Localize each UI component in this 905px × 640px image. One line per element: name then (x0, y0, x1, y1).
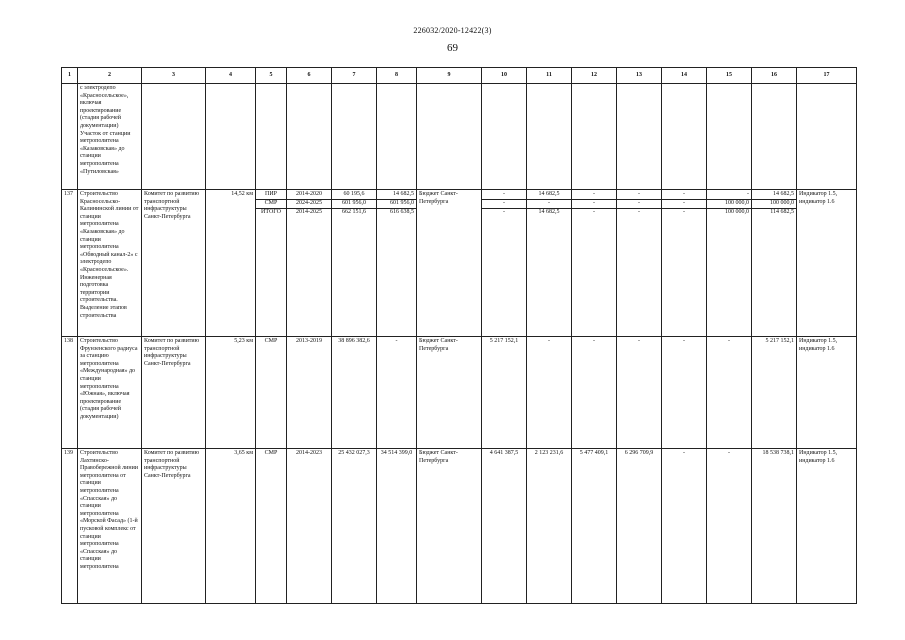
column-header: 17 (797, 68, 857, 84)
amount-2024: - (662, 191, 706, 200)
amount-2024: - (662, 449, 707, 604)
amount-total: 114 682,5 (770, 209, 794, 216)
column-header: 15 (707, 68, 752, 84)
column-header: 8 (377, 68, 417, 84)
amount-total: 14 682,5 (752, 191, 796, 200)
length: 14,52 км (206, 190, 256, 337)
amount-total: 100 000,0 (752, 200, 796, 209)
column-number-row (62, 68, 857, 84)
work-type: ПИР (256, 191, 286, 200)
remaining-cost: 34 514 399,0 (377, 449, 417, 604)
indicator: Индикатор 1.5, индикатор 1.6 (797, 190, 857, 337)
column-header: 9 (417, 68, 482, 84)
cost: 38 896 382,6 (332, 337, 377, 449)
amount-2020: - (503, 209, 505, 216)
amount-2020: 5 217 152,1 (482, 337, 527, 449)
column-header: 4 (206, 68, 256, 84)
work-type: СМР (256, 449, 287, 604)
page-number: 69 (447, 42, 458, 54)
amount-2021: - (527, 337, 572, 449)
column-header: 10 (482, 68, 527, 84)
length: 3,65 км (206, 449, 256, 604)
amount-2022: - (572, 191, 616, 200)
cost: 662 151,6 (342, 209, 366, 216)
amount-2022: - (572, 337, 617, 449)
column-header: 13 (617, 68, 662, 84)
remaining-cost: 601 956,0 (377, 200, 416, 209)
period: 2013-2019 (287, 337, 332, 449)
executor: Комитет по развитию транспортной инфраструктуры Санкт-Петербурга (142, 190, 206, 337)
amount-2025: 100 000,0 (725, 209, 749, 216)
cost: 25 432 027,3 (332, 449, 377, 604)
period: 2024-2025 (287, 200, 331, 209)
project-name: с электродепо «Красносельское», включая проектирование (стадия рабочей документации) Участок от станции метрополитена «Казаковская» до станции метрополитена «Путиловская» (78, 84, 142, 190)
row-number: 138 (62, 337, 78, 449)
column-header: 3 (142, 68, 206, 84)
amount-2020: 4 641 387,5 (482, 449, 527, 604)
column-header: 5 (256, 68, 287, 84)
column-header: 14 (662, 68, 707, 84)
table-row (62, 449, 857, 604)
period: 2014-2020 (287, 191, 331, 200)
amount-2020: - (482, 200, 526, 209)
table-row (62, 337, 857, 449)
program-table (61, 67, 857, 604)
period: 2014-2025 (296, 209, 322, 216)
amount-2025: - (707, 191, 751, 200)
amount-2023: - (638, 209, 640, 216)
funding-source: Бюджет Санкт-Петербурга (417, 337, 482, 449)
amount-2024: - (662, 200, 706, 209)
indicator: Индикатор 1.5, индикатор 1.6 (797, 337, 857, 449)
executor: Комитет по развитию транспортной инфраструктуры Санкт-Петербурга (142, 337, 206, 449)
amount-2025: - (707, 337, 752, 449)
cost: 601 956,0 (332, 200, 376, 209)
column-header: 6 (287, 68, 332, 84)
column-header: 7 (332, 68, 377, 84)
column-header: 12 (572, 68, 617, 84)
remaining-cost: 616 638,5 (390, 209, 414, 216)
amount-2021: 2 123 231,6 (527, 449, 572, 604)
amount-total: 18 538 738,1 (752, 449, 797, 604)
project-name: Строительство Красносельско-Калининской линии от станции метрополитена «Казаковская» до станции метрополитена «Обводный канал-2» с электродепо «Красносельское». Инженерная подготовка территории строительства. Выделение этапов строительства (78, 190, 142, 337)
amount-2024: - (662, 337, 707, 449)
amount-2021: 14 682,5 (538, 209, 560, 216)
column-header: 2 (78, 68, 142, 84)
amount-2022: - (572, 200, 616, 209)
amount-2021: 14 682,5 (527, 191, 571, 200)
amount-2024: - (683, 209, 685, 216)
amount-total: 5 217 152,1 (752, 337, 797, 449)
amount-2023: 6 296 709,9 (617, 449, 662, 604)
work-type: ИТОГО (261, 209, 281, 216)
amount-2023: - (617, 200, 661, 209)
amount-2023: - (617, 337, 662, 449)
executor: Комитет по развитию транспортной инфраструктуры Санкт-Петербурга (142, 449, 206, 604)
row-number: 139 (62, 449, 78, 604)
amount-2021: - (527, 200, 571, 209)
length: 5,23 км (206, 337, 256, 449)
amount-2020: - (482, 191, 526, 200)
work-type: СМР (256, 337, 287, 449)
document-number: 226032/2020-12422(3) (413, 26, 492, 35)
funding-source: Бюджет Санкт-Петербурга (417, 190, 482, 337)
column-header: 11 (527, 68, 572, 84)
column-header: 16 (752, 68, 797, 84)
amount-2023: - (617, 191, 661, 200)
funding-source: Бюджет Санкт-Петербурга (417, 449, 482, 604)
row-number: 137 (62, 190, 78, 337)
remaining-cost: - (377, 337, 417, 449)
project-name: Строительство Фрунзенского радиуса за станцию метрополитена «Международная» до станции метрополитена «Южная», включая проектирование (стадия рабочей документации) (78, 337, 142, 449)
amount-2022: 5 477 409,1 (572, 449, 617, 604)
work-type: СМР (256, 200, 286, 209)
project-name: Строительство Лахтинско-Правобережной линии метрополитена от станции метрополитена «Спасская» до станции метрополитена «Морской Фасад» (1-й пусковой комплекс от станции метрополитена «Спасская» до станции метрополитена (78, 449, 142, 604)
amount-2025: - (707, 449, 752, 604)
period: 2014-2023 (287, 449, 332, 604)
table-row (62, 190, 857, 337)
amount-2022: - (593, 209, 595, 216)
cost: 60 195,6 (332, 191, 376, 200)
column-header: 1 (62, 68, 78, 84)
remaining-cost: 14 682,5 (377, 191, 416, 200)
amount-2025: 100 000,0 (707, 200, 751, 209)
indicator: Индикатор 1.5, индикатор 1.6 (797, 449, 857, 604)
table-row-continuation (62, 84, 857, 190)
